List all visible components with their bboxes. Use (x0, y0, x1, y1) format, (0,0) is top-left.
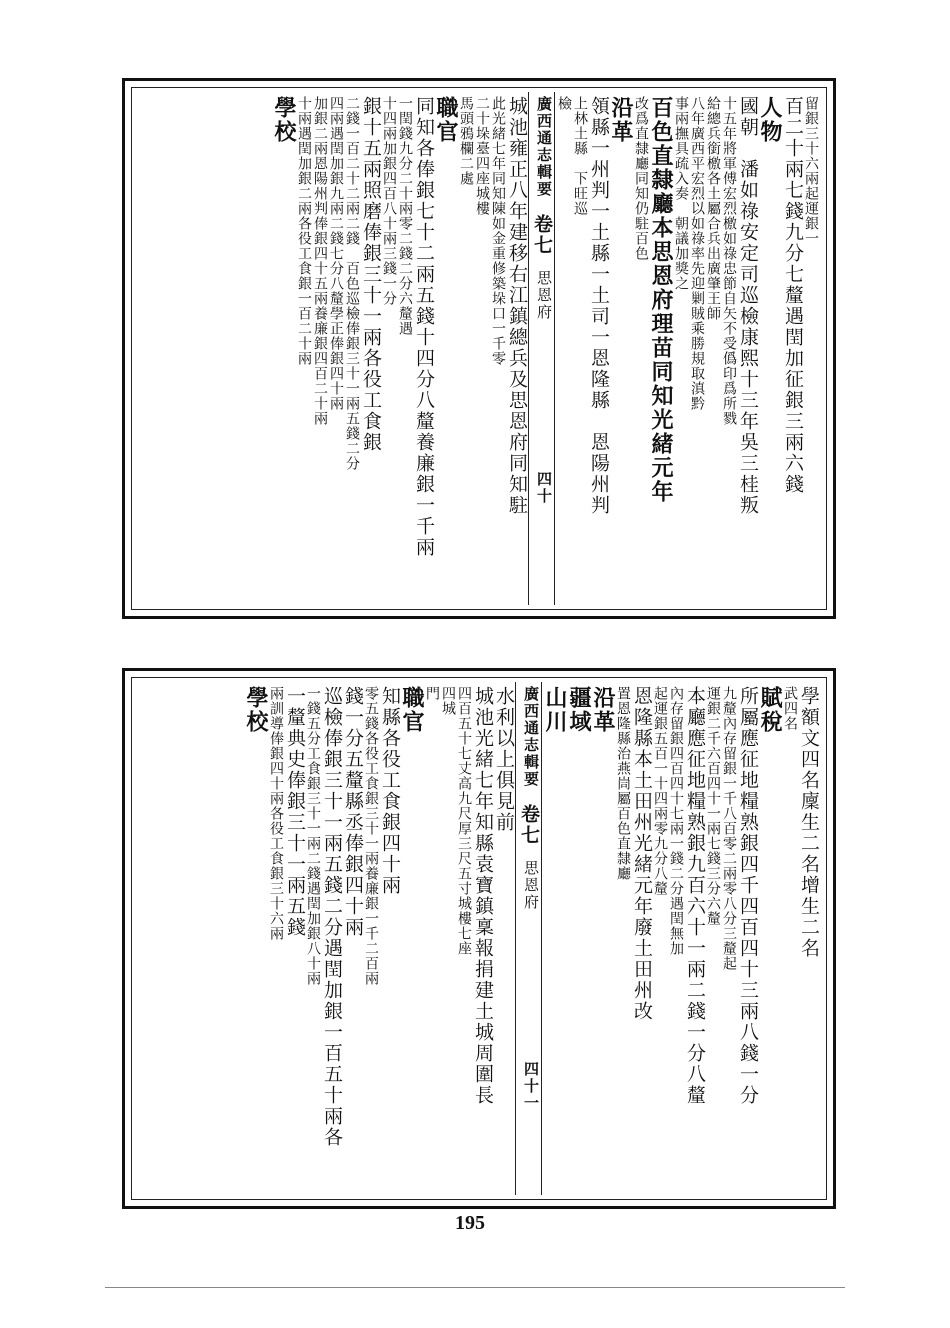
text-column: 二十垛臺四座城樓 (474, 96, 490, 216)
text-column: 內存留銀四百四十七兩一錢二分遇閏無加 (668, 686, 684, 956)
text-column: 檢 (556, 96, 572, 111)
section-heading: 學校 (243, 686, 269, 734)
book-title: 廣西通志輯要 (522, 686, 540, 788)
text-column: 領縣一州判一土縣一土司一恩隆縣 恩陽州判 (588, 96, 610, 516)
prefecture-label: 思恩府 (522, 860, 540, 911)
text-column: 百二十兩七錢九分七釐遇閏加征銀三兩六錢 (782, 96, 804, 495)
text-column: 城池光緒七年知縣袁寶鎮稟報捐建土城周圍長 (472, 686, 494, 1106)
text-column: 給總兵銜檄各土屬合兵出廣肇王師 (705, 96, 721, 321)
section-heading: 職官 (399, 686, 425, 734)
section-heading: 疆域 (566, 686, 592, 734)
text-column: 錢一分五釐縣丞俸銀四十兩 (342, 686, 364, 938)
text-column: 學額文四名廩生二名增生二名 (798, 686, 820, 959)
text-column: 零五錢各役工食銀三十一兩養廉銀一千二百兩 (363, 686, 379, 986)
section-heading: 賦稅 (757, 686, 783, 734)
lower-page (122, 668, 836, 1209)
text-column: 本廳應征地糧熟銀九百六十一兩二錢一分八釐 (684, 686, 706, 1106)
text-column: 運銀二千六百四十一兩七錢三分六釐 (705, 686, 721, 926)
text-column: 十五年將軍傅宏烈檄如祿忠節自矢不受僞印爲所戮 (721, 96, 737, 426)
upper-page-columns (132, 88, 826, 609)
text-column: 銀十五兩照磨俸銀三十一兩各役工食銀 (360, 96, 382, 453)
volume-label: 卷七 (531, 214, 553, 256)
text-column: 上林土縣 下旺巡 (572, 96, 588, 216)
text-column: 九釐內存留銀一千八百零二兩零八分三釐起 (721, 686, 737, 971)
text-column: 四兩遇閏加銀九兩二錢七分八釐學正俸銀四十兩 (328, 96, 344, 411)
page-number: 195 (455, 1212, 485, 1234)
section-heading: 沿革 (608, 96, 634, 144)
text-column: 四城 (440, 686, 456, 716)
bottom-rule (105, 1287, 845, 1288)
page-center-header (528, 92, 555, 605)
text-column: 改爲直隸廳同知仍駐百色 (633, 96, 649, 261)
text-column: 四百五十七丈高九尺厚三尺五寸城樓七座 (456, 686, 472, 956)
section-heading: 人物 (757, 96, 783, 144)
text-column: 武四名 (782, 686, 798, 731)
text-column: 加銀二兩恩陽州判俸銀四十五兩養廉銀四百二十兩 (312, 96, 328, 426)
folio-number: 四十一 (522, 1061, 540, 1112)
text-column: 知縣各役工食銀四十兩 (379, 686, 401, 896)
text-column: 恩隆縣本土田州光緒元年廢土田州改 (631, 686, 653, 1022)
text-column: 國朝 潘如祿安定司巡檢康熙十三年吳三桂叛 (737, 96, 759, 516)
text-column: 城池雍正八年建移右江鎮總兵及思恩府同知駐 (506, 96, 528, 516)
text-column: 馬頭鴉欄二處 (458, 96, 474, 186)
section-heading: 山川 (542, 686, 568, 734)
book-title: 廣西通志輯要 (535, 96, 553, 198)
text-column: 兩訓導俸銀四十兩各役工食銀三十六兩 (268, 686, 284, 941)
text-column: 水利以上俱見前 (493, 686, 515, 833)
text-column: 十四兩加銀四百八十兩三錢一分 (381, 96, 397, 306)
text-column: 一錢五分工食銀三十一兩二錢遇閏加銀八十兩 (305, 686, 321, 986)
text-column: 事兩撫具疏入奏 朝議加獎之 (673, 96, 689, 291)
volume-label: 卷七 (518, 804, 540, 846)
text-column: 巡檢俸銀三十一兩五錢二分遇閏加銀一百五十兩各 (321, 686, 343, 1148)
text-column: 所屬應征地糧熟銀四千四百四十三兩八錢一分 (737, 686, 759, 1106)
text-column: 門 (424, 686, 440, 701)
section-heading: 學校 (271, 96, 297, 144)
text-column: 一閏錢九分二十兩零二錢二分六釐遇 (397, 96, 413, 336)
text-column: 百色直隸廳本思恩府理苗同知光緒元年 (648, 96, 674, 504)
text-column: 此光緒七年同知陳如金重修築垛口一千零 (490, 96, 506, 366)
text-column: 八年廣西平宏烈以如祿率先迎剿賊乘勝規取滇黔 (689, 96, 705, 411)
page-center-header (515, 682, 542, 1195)
folio-number: 四十 (535, 471, 553, 505)
lower-page-columns (132, 678, 826, 1199)
text-column: 二錢一百二十二兩二錢 百色巡檢俸銀三十一兩五錢二分 (344, 96, 360, 471)
prefecture-label: 思恩府 (535, 270, 553, 321)
text-column: 置恩隆縣治燕峝屬百色直隸廳 (615, 686, 631, 881)
upper-page-frame (131, 87, 827, 610)
text-column: 同知各俸銀七十二兩五錢十四分八釐養廉銀一千兩 (413, 96, 435, 558)
section-heading: 職官 (433, 96, 459, 144)
section-heading: 沿革 (590, 686, 616, 734)
text-column: 留銀三十六兩起運銀一 (803, 96, 819, 246)
lower-page-frame (131, 677, 827, 1200)
text-column: 起運銀五百一十四兩零九分八釐 (652, 686, 668, 896)
text-column: 一釐典史俸銀三十一兩五錢 (284, 686, 306, 938)
upper-page (122, 78, 836, 619)
text-column: 十兩遇閏加銀二兩各役工食銀一百二十兩 (296, 96, 312, 366)
